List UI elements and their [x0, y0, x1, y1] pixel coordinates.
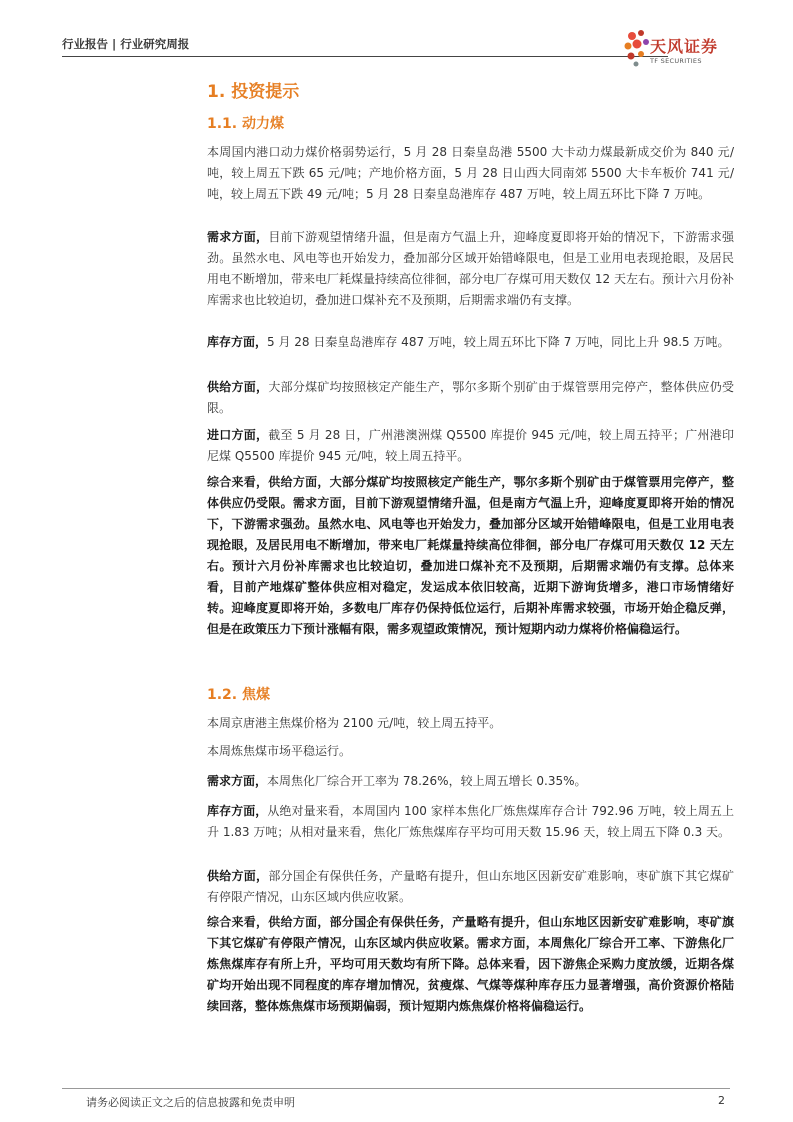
supply-text: 大部分煤矿均按照核定产能生产，鄂尔多斯个别矿由于煤管票用完停产，整体供应仍受限。: [207, 380, 734, 415]
coking-supply-label: 供给方面，: [207, 869, 269, 883]
import-text: 截至 5 月 28 日，广州港澳洲煤 Q5500 库提价 945 元/吨，较上周五持平；广州港印尼煤 Q5500 库提价 945 元/吨，较上周五持平。: [207, 428, 734, 463]
thermal-coal-stock: [207, 332, 734, 353]
coking-coal-price: 本周京唐港主焦煤价格为 2100 元/吨，较上周五持平。: [207, 716, 502, 730]
coking-demand-text: 本周焦化厂综合开工率为 78.26%，较上周五增长 0.35%。: [267, 774, 587, 788]
import-label: 进口方面，: [207, 428, 269, 442]
footer-divider: [62, 1088, 730, 1089]
coking-coal-demand: [207, 771, 734, 792]
thermal-coal-supply: [207, 377, 734, 419]
subsection-title-coking-coal: 1.2. 焦煤: [207, 687, 270, 703]
coking-demand-label: 需求方面，: [207, 774, 268, 788]
stock-text: 5 月 28 日秦皇岛港库存 487 万吨，较上周五环比下降 7 万吨，同比上升 98.5 万吨。: [267, 335, 730, 349]
coking-coal-market: 本周炼焦煤市场平稳运行。: [207, 744, 352, 758]
coking-coal-stock: [207, 801, 734, 843]
coking-coal-supply: [207, 866, 734, 908]
header-divider: [62, 56, 668, 57]
logo-text-cn: 天风证券: [650, 37, 719, 56]
subsection-title-thermal-coal: 1.1. 动力煤: [207, 116, 284, 132]
page-number: 2: [718, 1094, 725, 1107]
report-breadcrumb: 行业报告 | 行业研究周报: [62, 37, 190, 51]
demand-text: 目前下游观望情绪升温，但是南方气温上升，迎峰度夏即将开始的情况下，下游需求强劲。虽然水电、风电等也开始发力，叠加部分区域开始错峰限电，但是工业用电表现抢眼，及居民用电不断增加，带来电厂耗煤量持续高位徘徊，部分电厂存煤可用天数仅 12 天左右。预计六月份补库需求也比较迫切，叠加进口煤补充不及预期，后期需求端仍有支撑。: [207, 230, 734, 307]
thermal-coal-summary: 综合来看，供给方面，大部分煤矿均按照核定产能生产，鄂尔多斯个别矿由于煤管票用完停产，整体供应仍受限。需求方面，目前下游观望情绪升温，但是南方气温上升，迎峰度夏即将开始的情况下，下游需求强劲。虽然水电、风电等也开始发力，叠加部分区域开始错峰限电，但是工业用电表现抢眼，及居民用电不断增加，带来电厂耗煤量持续高位徘徊，部分电厂存煤可用天数仅 12 天左右。预计六月份补库需求也比较迫切，叠加进口煤补充不及预期，后期需求端仍有支撑。总体来看，目前产地煤矿整体供应相对稳定，发运成本依旧较高，近期下游询货增多，港口市场情绪好转。迎峰度夏即将开始，多数电厂库存仍保持低位运行，后期补库需求较强，市场开始企稳反弹，但是在政策压力下预计涨幅有限，需多观望政策情况，预计短期内动力煤将价格偏稳运行。: [207, 475, 734, 636]
thermal-coal-intro: 本周国内港口动力煤价格弱势运行，5 月 28 日秦皇岛港 5500 大卡动力煤最新成交价为 840 元/吨，较上周五下跌 65 元/吨；产地价格方面，5 月 28 日山西大同南郊 5500 大卡车板价 741 元/吨，较上周五下跌 49 元/吨；5 月 28 日秦皇岛港库存 487 万吨，较上周五环比下降 7 万吨。: [207, 145, 734, 201]
logo-text-en: TF SECURITIES: [650, 57, 702, 65]
coking-supply-text: 部分国企有保供任务，产量略有提升，但山东地区因新安矿难影响，枣矿旗下其它煤矿有停限产情况，山东区域内供应收紧。: [207, 869, 734, 904]
thermal-coal-import: [207, 425, 734, 467]
footer-disclaimer: 请务必阅读正文之后的信息披露和免责申明: [86, 1096, 295, 1109]
coking-coal-summary: 综合来看，供给方面，部分国企有保供任务，产量略有提升，但山东地区因新安矿难影响，枣矿旗下其它煤矿有停限产情况，山东区域内供应收紧。需求方面，本周焦化厂综合开工率、下游焦化厂炼焦煤库存有所上升，平均可用天数均有所下降。总体来看，因下游焦企采购力度放缓，近期各煤矿均开始出现不同程度的库存增加情况，贫瘦煤、气煤等煤种库存压力显著增强，高价资源价格陆续回落，整体炼焦煤市场预期偏弱，预计短期内炼焦煤价格将偏稳运行。: [207, 915, 734, 1013]
coking-stock-text: 从绝对量来看，本周国内 100 家样本焦化厂炼焦煤库存合计 792.96 万吨，较上周五上升 1.83 万吨；从相对量来看，焦化厂炼焦煤库存平均可用天数 15.96 天，较上周五下降 0.3 天。: [207, 804, 734, 839]
thermal-coal-demand: [207, 227, 734, 311]
demand-label: 需求方面，: [207, 230, 269, 244]
coking-stock-label: 库存方面，: [207, 804, 268, 818]
stock-label: 库存方面，: [207, 335, 268, 349]
supply-label: 供给方面，: [207, 380, 269, 394]
section-title-investment-tips: 1. 投资提示: [207, 82, 300, 102]
